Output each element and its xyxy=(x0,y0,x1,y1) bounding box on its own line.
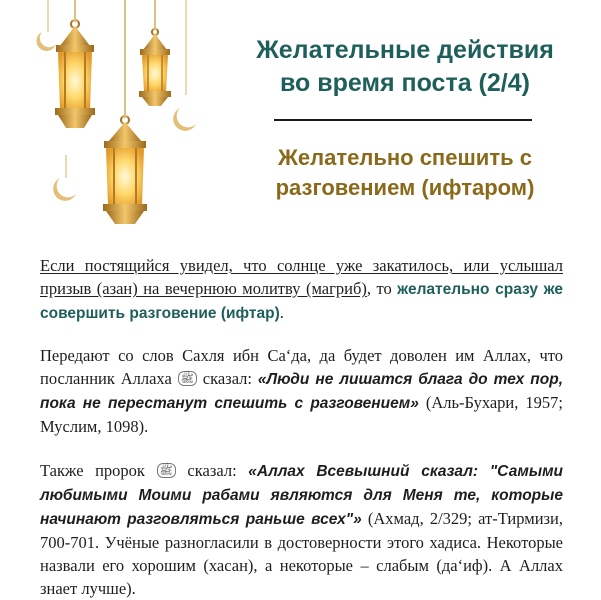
crescent-icon xyxy=(36,32,56,51)
crescent-icon xyxy=(173,108,196,131)
crescent-icon xyxy=(53,178,76,201)
p2-quote: «Люди не лишатся блага до тех пор, пока не перестанут спешить с разговением» xyxy=(40,371,563,412)
p2-lead: Передают со слов Сахля ибн Са‘да, да будет доволен им Аллах, что посланник Аллаха xyxy=(40,346,563,388)
title-line-1: Желательные действия xyxy=(256,36,554,64)
p3-quote: «Аллах Всевышний сказал: "Самыми любимыми Моими рабами являются для Меня те, которые начинают разговляться раньше всех"» xyxy=(40,463,564,528)
p3-ref: (Ахмад, 2/329; ат-Тирмизи, 700-701. Учёные разногласили в достоверности этого хадиса. Некоторые назвали его хорошим (хасан), а некоторые – слабым (да‘иф). А Аллах знает лучше). xyxy=(40,509,563,598)
paragraph-1 xyxy=(40,254,563,344)
p1-end: . xyxy=(279,303,284,322)
subtitle-line-2: разговением (ифтаром) xyxy=(275,175,535,200)
p3-lead: Также пророк xyxy=(40,461,145,480)
lantern-icon xyxy=(103,116,147,224)
p1-underlined: Если постящийся увидел, что солнце уже закатилось, или услышал призыв (азан) на вечернюю молитву (магриб) xyxy=(40,256,563,298)
article-body xyxy=(40,254,563,600)
p1-mid: , то xyxy=(366,279,392,298)
title-line-2: во время поста (2/4) xyxy=(280,69,530,97)
subtitle-line-1: Желательно спешить с xyxy=(278,145,532,170)
title-divider xyxy=(274,119,532,121)
p1-highlight: желательно сразу же совершить разговение (ифтар) xyxy=(40,281,563,322)
lanterns-decoration xyxy=(0,0,240,250)
paragraph-2 xyxy=(40,344,563,459)
page-subtitle xyxy=(255,143,555,203)
p2-ref: (Аль-Бухари, 1957; Муслим, 1098). xyxy=(40,393,564,436)
salla-icon: ﷺ xyxy=(178,371,197,386)
lantern-icon xyxy=(139,29,171,106)
p2-said: сказал: xyxy=(196,369,258,388)
lantern-icon xyxy=(55,20,95,128)
salla-icon: ﷺ xyxy=(157,463,176,478)
paragraph-3 xyxy=(40,459,563,600)
page-title xyxy=(245,34,565,100)
p3-said: сказал: xyxy=(175,461,249,480)
